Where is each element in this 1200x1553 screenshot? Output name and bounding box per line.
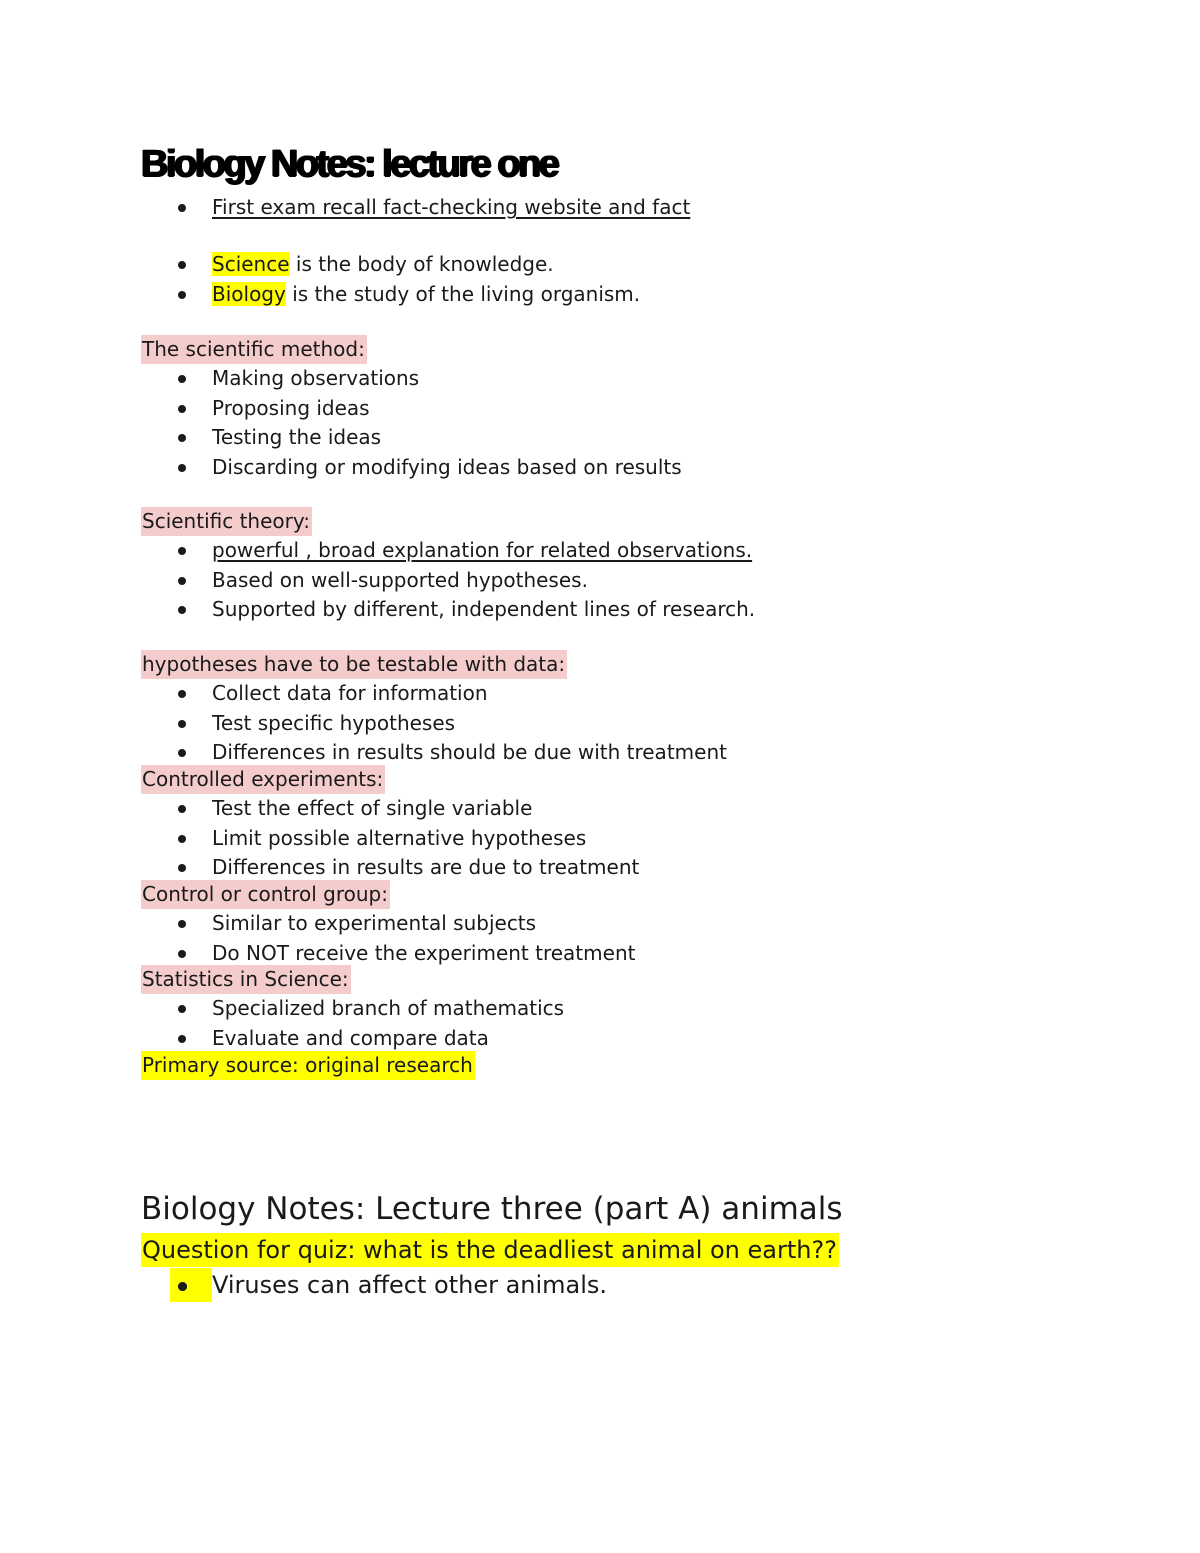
section-heading: Controlled experiments: [141, 765, 385, 794]
intro-list [141, 193, 690, 223]
bullet-icon [178, 805, 186, 813]
bullet-icon [178, 1035, 186, 1043]
section-list [141, 994, 564, 1053]
section-list [141, 909, 635, 968]
list-item: Making observations [141, 364, 682, 394]
bullet-icon [178, 577, 186, 585]
section-scientific-theory [141, 507, 755, 625]
list-item: First exam recall fact-checking website and fact [141, 193, 690, 223]
list-item: Science is the body of knowledge. [141, 250, 640, 280]
list-item: Viruses can affect other animals. [141, 1268, 607, 1302]
section-scientific-method [141, 335, 682, 482]
list-item: Specialized branch of mathematics [141, 994, 564, 1024]
bullet-icon [178, 720, 186, 728]
term-science: Science [212, 252, 290, 276]
list-item: Test specific hypotheses [141, 709, 727, 739]
bullet-icon [178, 835, 186, 843]
section-controlled-experiments [141, 765, 639, 883]
list-item: Discarding or modifying ideas based on results [141, 453, 682, 483]
section-list [141, 536, 755, 625]
primary-source-line [141, 1051, 475, 1080]
bullet-icon [178, 261, 186, 269]
lecture-three-list [141, 1268, 607, 1302]
bullet-icon [178, 690, 186, 698]
bullet-icon [178, 864, 186, 872]
section-list [141, 364, 682, 482]
bullet-icon [178, 606, 186, 614]
bullet-icon [178, 920, 186, 928]
list-item: Proposing ideas [141, 394, 682, 424]
lecture-one-title: Biology Notes: lecture one [141, 143, 558, 185]
section-control-group [141, 880, 635, 968]
section-heading: The scientific method: [141, 335, 367, 364]
list-item: Do NOT receive the experiment treatment [141, 939, 635, 969]
bullet-icon [178, 375, 186, 383]
section-list [141, 679, 727, 768]
primary-source-text: Primary source: original research [141, 1051, 475, 1080]
list-item: Similar to experimental subjects [141, 909, 635, 939]
section-list [141, 794, 639, 883]
bullet-icon [178, 434, 186, 442]
list-item: Differences in results are due to treatment [141, 853, 639, 883]
section-statistics [141, 965, 564, 1053]
list-item: Limit possible alternative hypotheses [141, 824, 639, 854]
list-item: Collect data for information [141, 679, 727, 709]
section-heading: Statistics in Science: [141, 965, 351, 994]
section-hypotheses [141, 650, 727, 768]
list-item: Differences in results should be due with treatment [141, 738, 727, 768]
bullet-icon [178, 1005, 186, 1013]
list-item: powerful , broad explanation for related observations. [141, 536, 755, 566]
bullet-icon [178, 464, 186, 472]
definitions-list [141, 250, 640, 309]
quiz-question: Question for quiz: what is the deadliest animal on earth?? [141, 1233, 839, 1267]
section-heading: hypotheses have to be testable with data: [141, 650, 567, 679]
section-heading: Control or control group: [141, 880, 390, 909]
section-heading: Scientific theory: [141, 507, 312, 536]
term-biology: Biology [212, 281, 286, 306]
bullet-icon [178, 547, 186, 555]
bullet-icon [178, 204, 186, 212]
list-item: Evaluate and compare data [141, 1024, 564, 1054]
list-item: Based on well-supported hypotheses. [141, 566, 755, 596]
bullet-icon [178, 405, 186, 413]
bullet-icon [178, 950, 186, 958]
bullet-icon [178, 291, 186, 299]
list-item: Test the effect of single variable [141, 794, 639, 824]
bullet-icon [178, 1282, 187, 1291]
list-item: Supported by different, independent lines of research. [141, 595, 755, 625]
lecture-three-title: Biology Notes: Lecture three (part A) animals [141, 1191, 843, 1227]
list-item: Testing the ideas [141, 423, 682, 453]
bullet-icon [178, 749, 186, 757]
list-item: Biology is the study of the living organism. [141, 280, 640, 310]
